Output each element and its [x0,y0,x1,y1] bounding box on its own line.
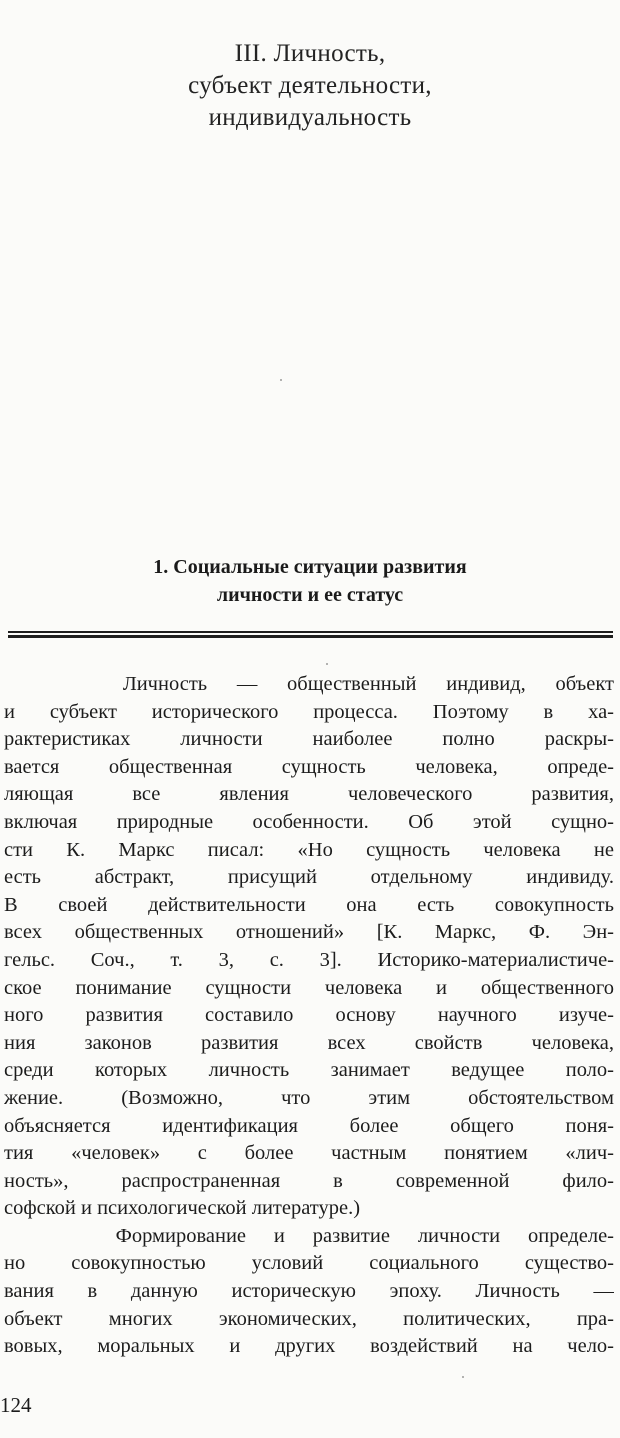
text-line: ляющая все явления человеческого развития, [4,783,614,806]
text-line: ское понимание сущности человека и общественного [4,976,614,999]
text-line: но совокупностью условий социального существо- [4,1252,614,1275]
page-number: 124 [0,1393,32,1417]
text-line: ного развития составило основу научного изуче- [4,1004,614,1027]
text-line: софской и психологической литературе.) [4,1197,361,1220]
text-line: всех общественных отношений» [К. Маркс, Ф. Эн- [4,921,614,944]
section-heading-line: 1. Социальные ситуации развития [153,556,467,578]
text-line: тия «человек» с более частным понятием «лич- [4,1142,614,1165]
divider-thick-line [8,635,613,638]
chapter-title [40,38,580,134]
text-line: и субъект исторического процесса. Поэтому в ха- [4,700,614,723]
text-line: жение. (Возможно, что этим обстоятельством [4,1086,614,1109]
scan-speck [462,1376,464,1378]
body-text [4,671,614,1361]
text-line: среди которых личность занимает ведущее поло- [4,1059,614,1082]
text-line: рактеристиках личности наиболее полно раскры- [4,728,614,751]
scan-speck [326,663,328,665]
chapter-title-line: индивидуальность [208,104,412,131]
text-line: Личность — общественный индивид, объект [4,673,614,695]
text-line: есть абстракт, присущий отдельному индивиду. [4,866,614,889]
section-heading [40,553,580,609]
text-line: гельс. Соч., т. 3, с. 3]. Историко-материалистиче- [4,948,614,971]
divider-thin-line [8,631,613,633]
text-line: вается общественная сущность человека, опреде- [4,755,614,778]
text-line: включая природные особенности. Об этой сущно- [4,810,614,833]
text-line: ность», распространенная в современной фило- [4,1169,614,1192]
text-line: ния законов развития всех свойств человека, [4,1031,614,1054]
text-line: объект многих экономических, политических, пра- [4,1307,614,1330]
text-line: вания в данную историческую эпоху. Личность — [4,1280,614,1303]
text-line: В своей действительности она есть совокупность [4,893,614,916]
chapter-title-line: III. Личность, [234,40,386,67]
section-heading-line: личности и ее статус [216,584,404,606]
chapter-title-line: субъект деятельности, [188,72,432,99]
scan-speck [280,379,282,381]
text-line: объясняется идентификация более общего поня- [4,1114,614,1137]
double-rule-divider [8,631,613,639]
text-line: сти К. Маркс писал: «Но сущность человека не [4,838,614,861]
text-line: Формирование и развитие личности определе- [4,1224,614,1247]
text-line: вовых, моральных и других воздействий на чело- [4,1335,614,1358]
